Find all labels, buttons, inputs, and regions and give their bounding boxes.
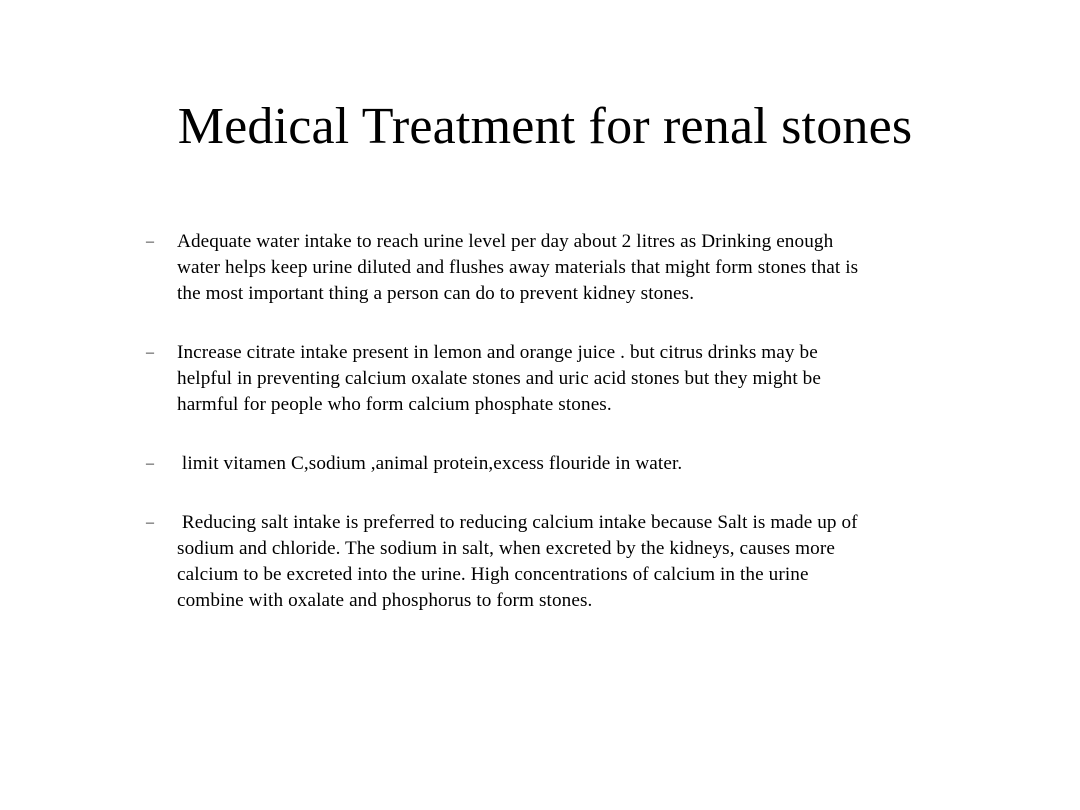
bullet-item [146,510,866,614]
bullet-list [146,229,866,614]
dash-bullet-icon: – [146,344,155,361]
bullet-item [146,451,866,477]
bullet-text: Reducing salt intake is preferred to reducing calcium intake because Salt is made up of sodium and chloride. The sodium in salt, when excreted by the kidneys, causes more calcium to be excreted into the urine. High concentrations of calcium in the urine combine with oxalate and phosphorus to form stones. [177,512,863,611]
bullet-item [146,340,866,418]
slide-title: Medical Treatment for renal stones [177,98,913,155]
bullet-text: Increase citrate intake present in lemon and orange juice . but citrus drinks may be helpful in preventing calcium oxalate stones and uric acid stones but they might be harmful for people who form calcium phosphate stones. [177,342,821,415]
bullet-item [146,229,866,307]
dash-bullet-icon: – [146,455,155,472]
dash-bullet-icon: – [146,233,155,250]
dash-bullet-icon: – [146,514,155,531]
bullet-text: Adequate water intake to reach urine level per day about 2 litres as Drinking enough water helps keep urine diluted and flushes away materials that might form stones that is the most important thing a person can do to prevent kidney stones. [177,231,859,304]
bullet-text: limit vitamen C,sodium ,animal protein,excess flouride in water. [177,453,683,474]
